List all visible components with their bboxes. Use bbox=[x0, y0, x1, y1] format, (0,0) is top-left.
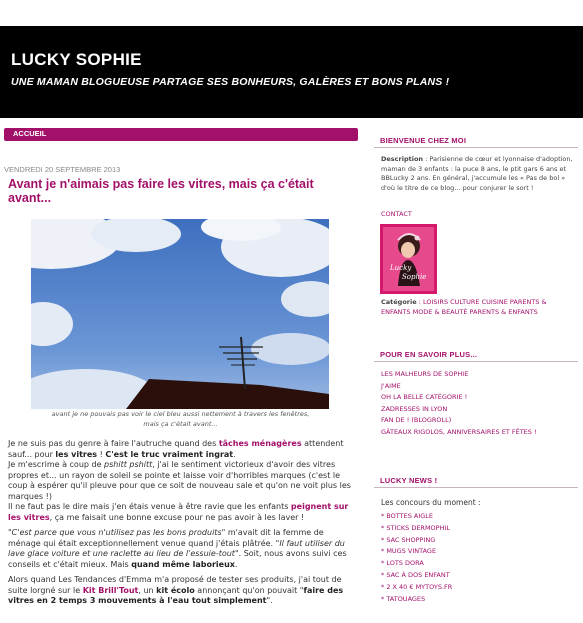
text: . bbox=[233, 449, 236, 459]
more-links-list bbox=[381, 369, 537, 438]
nav-bar bbox=[4, 128, 358, 141]
text: Alors quand Les Tendances d'Emma m'a proposé de tester ses produits, j'ai tout de suite lorgné sur le bbox=[8, 575, 342, 595]
sidebar-link[interactable]: J'AIME bbox=[381, 381, 401, 390]
description-label: Description bbox=[381, 155, 424, 163]
text: , j'ai le sentiment victorieux d'avoir des vitres propres et... un rayon de soleil se pointe et laisse voir d'horribles marques (c'est le coup à espérer qu'il pleuve pour que ce soit de nouveau sale et qu'on ne voit plus les marques !) bbox=[8, 460, 351, 501]
post-body bbox=[8, 439, 356, 612]
emphasis: pshitt pshitt bbox=[104, 460, 153, 469]
news-item[interactable]: * STICKS DERMOPHIL bbox=[381, 523, 451, 532]
text: Il ne faut pas le dire mais j'en étais venue à être ravie que les enfants bbox=[8, 502, 291, 511]
post-photo bbox=[31, 219, 329, 409]
news-item[interactable]: * SAC À DOS ENFANT bbox=[381, 570, 450, 579]
divider bbox=[374, 487, 578, 488]
nav-home-tab[interactable]: ACCUEIL bbox=[13, 129, 47, 138]
news-item[interactable]: * TATOUAGES bbox=[381, 594, 426, 603]
blog-title[interactable]: LUCKY SOPHIE bbox=[11, 50, 142, 69]
welcome-widget-title: BIENVENUE CHEZ MOI bbox=[380, 136, 467, 145]
emphasis: kit écolo bbox=[156, 585, 195, 595]
sidebar-link[interactable]: ZADRESSES IN LYON bbox=[381, 404, 448, 413]
caption-line-1: avant je ne pouvais pas voir le ciel bleu aussi nettement à travers les fenêtres, bbox=[51, 410, 310, 418]
news-widget-title: LUCKY NEWS ! bbox=[380, 476, 438, 485]
news-list bbox=[381, 511, 452, 605]
quote: "Il faut utiliser du lave glace voiture et une raclette au lieu de l'essuie-tout" bbox=[8, 538, 345, 558]
news-item[interactable]: * LOTS DORA bbox=[381, 559, 424, 568]
news-item[interactable]: * SAC SHOPPING bbox=[381, 535, 436, 544]
emphasis: C'est le truc vraiment ingrat bbox=[105, 449, 234, 459]
text: ! bbox=[97, 449, 106, 459]
text: , un bbox=[138, 585, 157, 595]
emphasis: faire des vitres en 2 temps 3 mouvements à l'eau tout simplement bbox=[8, 585, 344, 605]
divider bbox=[374, 147, 578, 148]
profile-description bbox=[381, 155, 573, 193]
text: annonçant qu'on pouvait " bbox=[194, 585, 304, 595]
link-peignent-vitres[interactable]: peignent sur les vitres bbox=[8, 502, 349, 522]
news-item[interactable]: * 2 X 40 € MYTOYS.FR bbox=[381, 582, 453, 591]
blog-tagline: UNE MAMAN BLOGUEUSE PARTAGE SES BONHEURS, GALÈRES ET BONS PLANS ! bbox=[11, 76, 450, 88]
avatar-text-line1: Lucky bbox=[390, 264, 412, 272]
paragraph-3 bbox=[8, 575, 356, 607]
text: Je ne suis pas du genre à faire l'autruche quand des bbox=[8, 439, 219, 448]
quote: "C'est parce que vous n'utilisez pas les bons produits" bbox=[8, 528, 226, 537]
news-item[interactable]: * BOTTES AIGLE bbox=[381, 512, 434, 520]
caption-line-2: mais ça c'était avant... bbox=[143, 420, 218, 428]
text: m'avait dit la femme de ménage qui était exceptionnellement venue quand j'étais plâtrée. bbox=[8, 528, 324, 548]
top-strip bbox=[0, 0, 583, 26]
text: Je m'escrime à coup de bbox=[8, 460, 105, 469]
avatar[interactable] bbox=[380, 224, 437, 294]
link-kit-brilltout[interactable]: Kit Brill'Tout bbox=[82, 585, 139, 595]
text: . Soit, nous avons suivi ces conseils et c'était mieux. Mais bbox=[8, 549, 347, 569]
contact-link[interactable]: CONTACT bbox=[381, 210, 412, 218]
profile-categories bbox=[381, 298, 573, 317]
text: . bbox=[234, 559, 238, 569]
text: attendent sauf... pour bbox=[8, 439, 344, 459]
paragraph-1 bbox=[8, 439, 356, 523]
description-text: : Parisienne de cœur et lyonnaise d'adoption, maman de 3 enfants : la puce 8 ans, le ptit gars 6 ans et BBLucky 2 ans. En général, j'accumule les « Pas de bol » d'où le titre de ce blog... pour conjurer le sort ! bbox=[381, 155, 573, 192]
sidebar-link[interactable]: LES MALHEURS DE SOPHIE bbox=[381, 370, 469, 378]
blog-header bbox=[0, 26, 583, 118]
paragraph-2 bbox=[8, 528, 356, 570]
categories-label: Catégorie bbox=[381, 298, 417, 306]
link-taches-menageres[interactable]: tâches ménagères bbox=[218, 439, 302, 448]
sidebar-link[interactable]: OH LA BELLE CATÉGORIE ! bbox=[381, 393, 468, 401]
emphasis: les vitres bbox=[55, 449, 98, 459]
divider bbox=[374, 361, 578, 362]
more-widget-title: POUR EN SAVOIR PLUS... bbox=[380, 350, 478, 359]
categories-text[interactable]: : LOISIRS CULTURE CUISINE PARENTS & ENFANTS MODE & BEAUTÉ PARENTS & ENFANTS bbox=[381, 298, 547, 316]
sidebar-link[interactable]: GÂTEAUX RIGOLOS, ANNIVERSAIRES ET FÊTES ! bbox=[381, 427, 537, 436]
text: , ça me faisait une bonne excuse pour ne pas avoir à les laver ! bbox=[49, 512, 305, 522]
news-intro: Les concours du moment : bbox=[381, 498, 481, 507]
avatar-text-line2: Sophie bbox=[402, 273, 427, 281]
photo-caption bbox=[28, 409, 333, 429]
text: ". bbox=[266, 596, 273, 605]
emphasis: quand même laborieux bbox=[131, 559, 235, 569]
post-date: VENDREDI 20 SEPTEMBRE 2013 bbox=[4, 165, 121, 174]
news-item[interactable]: * MUGS VINTAGE bbox=[381, 547, 437, 556]
sidebar-link[interactable]: FAN DE ! (BLOGROLL) bbox=[381, 416, 452, 424]
post-title[interactable]: Avant je n'aimais pas faire les vitres, mais ça c'était avant... bbox=[8, 177, 314, 205]
